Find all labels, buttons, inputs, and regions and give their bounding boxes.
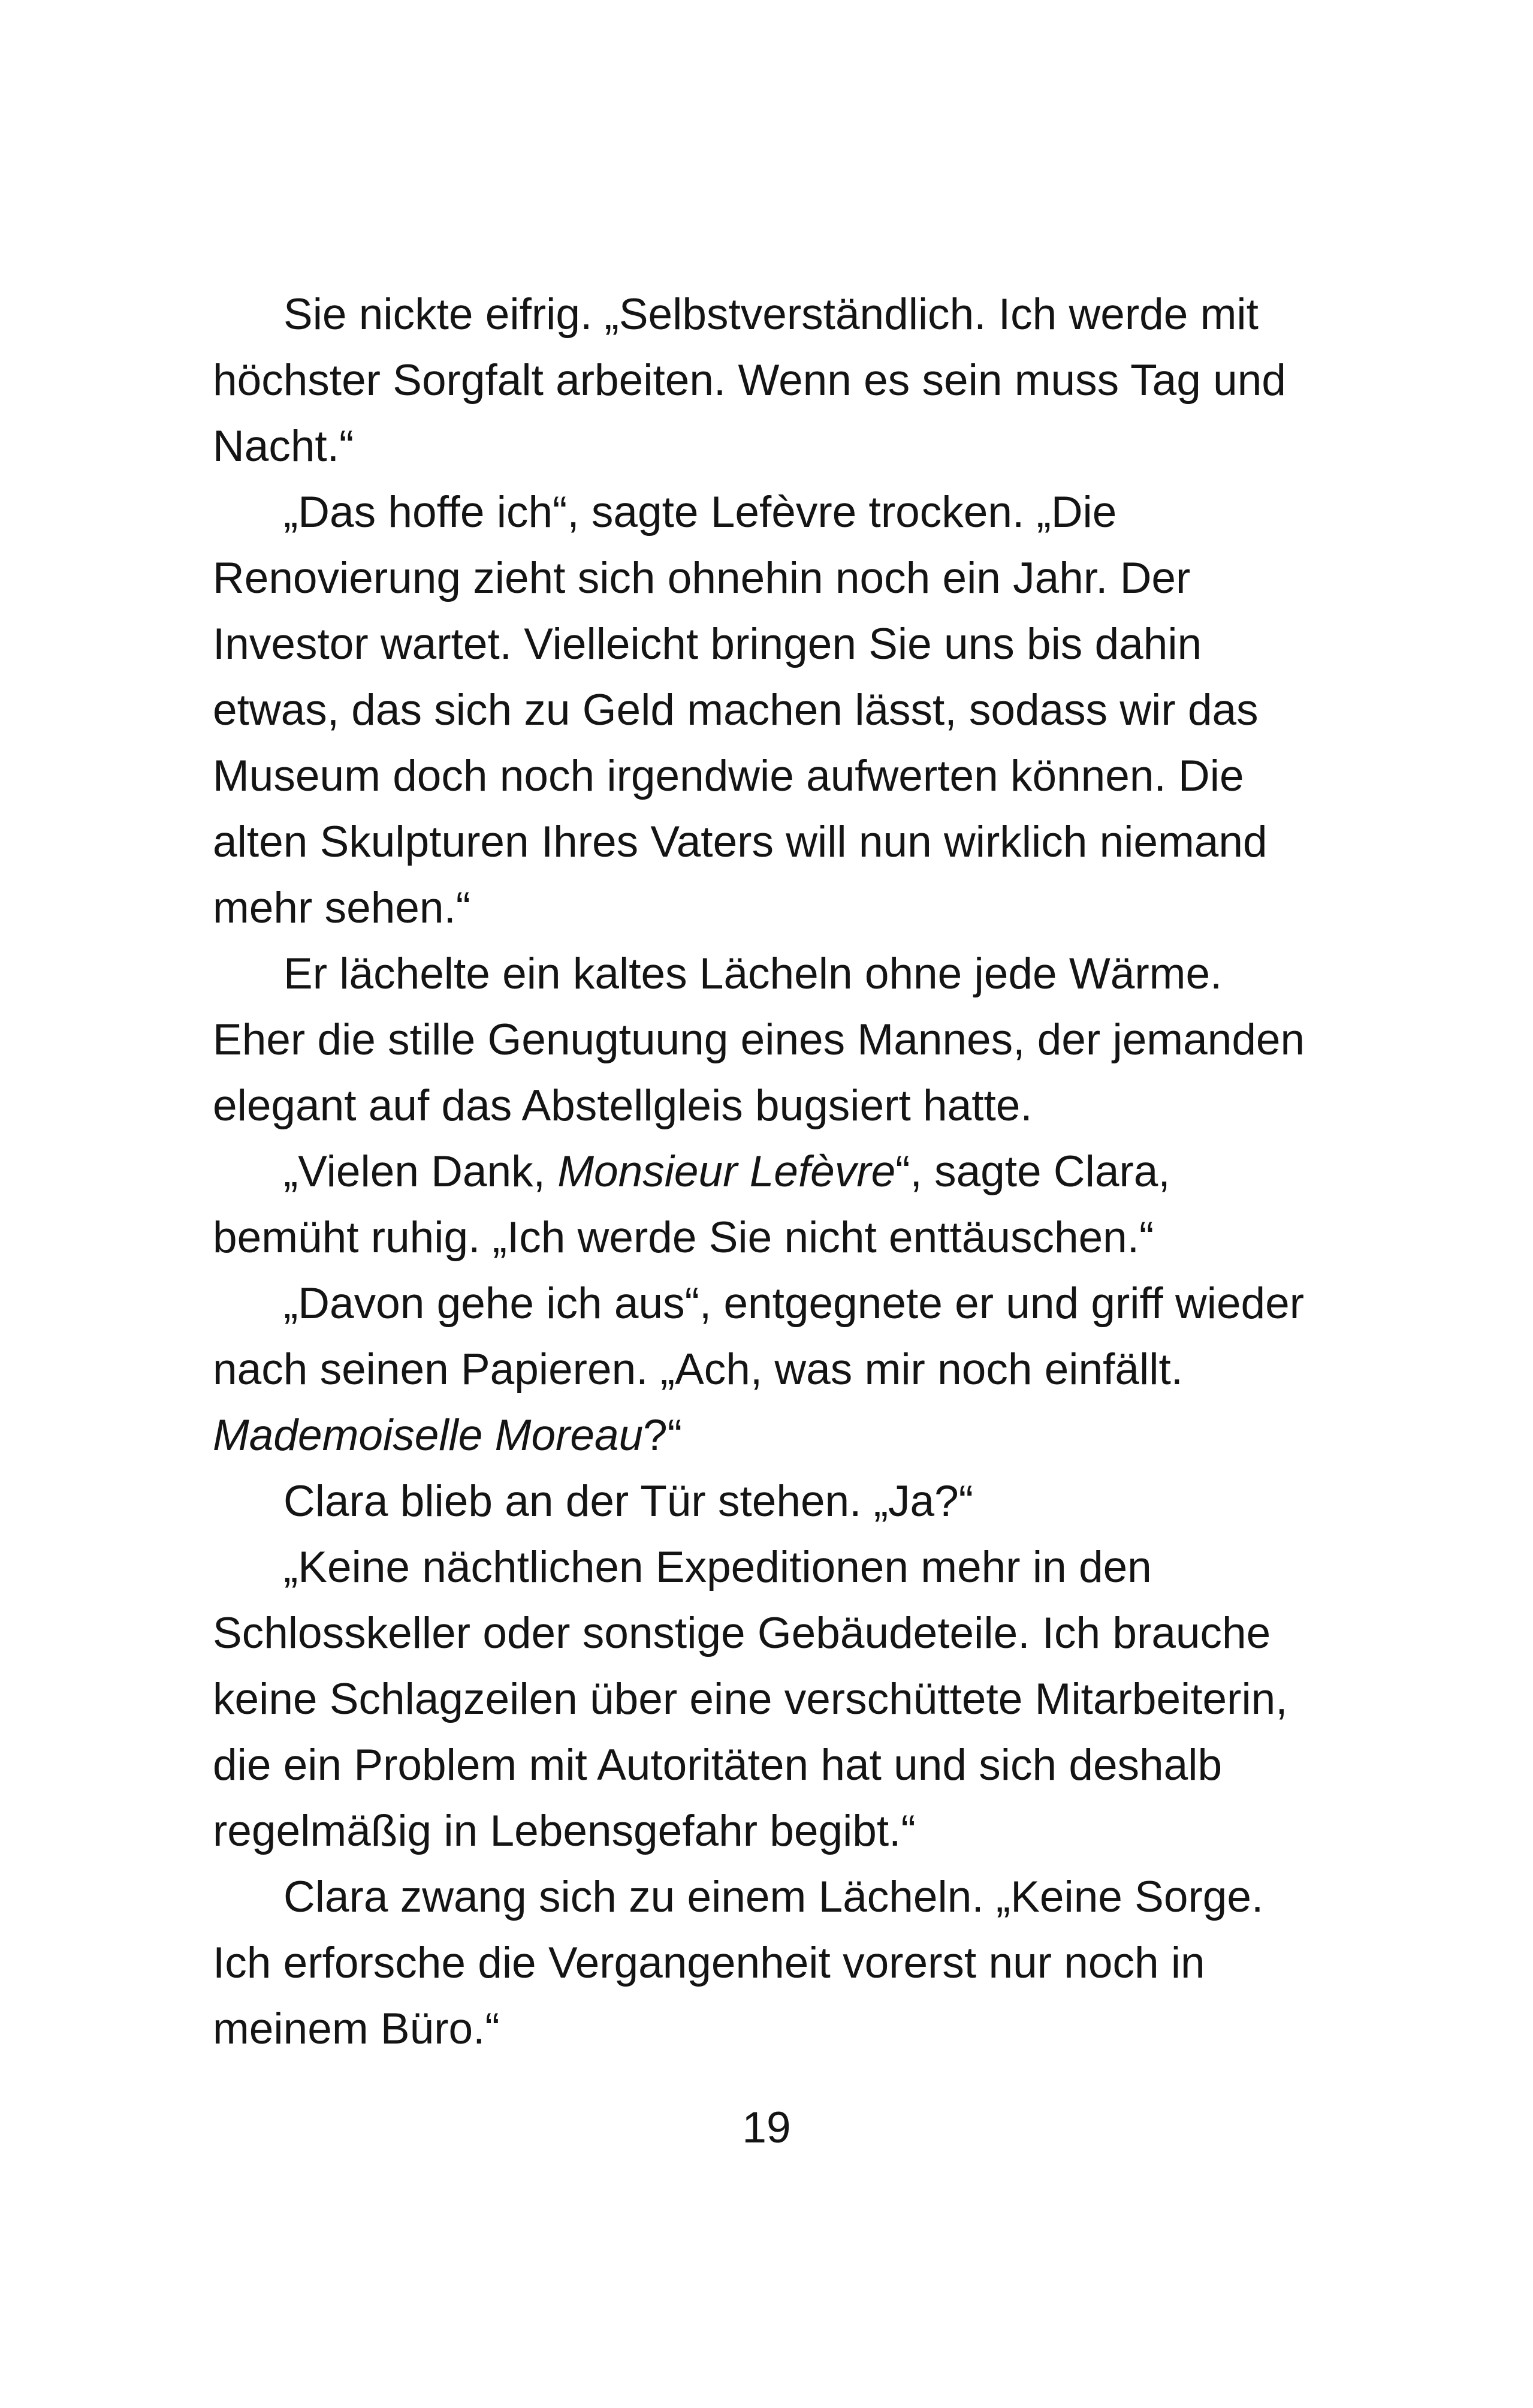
paragraph	[213, 1271, 1321, 1469]
paragraph-text: „Keine nächtlichen Expeditionen mehr in den Schlosskeller oder sonstige Gebäudeteile. Ich brauche keine Schlagzeilen über eine verschüttete Mitarbeiterin, die ein Problem mit Autoritäten hat und sich deshalb regelmäßig in Lebensgefahr begibt.“	[213, 1543, 1288, 1855]
paragraph	[213, 480, 1321, 941]
paragraph	[213, 1469, 1321, 1535]
paragraph	[213, 1139, 1321, 1271]
paragraph	[213, 1535, 1321, 1864]
paragraph-text: Clara blieb an der Tür stehen. „Ja?“	[283, 1477, 974, 1526]
paragraph-text: ?“	[643, 1411, 683, 1460]
paragraph-text: Clara zwang sich zu einem Lächeln. „Keine Sorge. Ich erforsche die Vergangenheit vorerst nur noch in meinem Büro.“	[213, 1873, 1264, 2053]
paragraph-text: „Vielen Dank,	[283, 1147, 558, 1196]
paragraph	[213, 941, 1321, 1139]
paragraph-text: „Davon gehe ich aus“, entgegnete er und griff wieder nach seinen Papieren. „Ach, was mir noch einfällt.	[213, 1279, 1305, 1394]
paragraph-text-italic: Mademoiselle Moreau	[213, 1411, 644, 1460]
paragraph	[213, 1864, 1321, 2062]
paragraph-text-italic: Monsieur Lefèvre	[557, 1147, 896, 1196]
page-number: 19	[742, 2103, 791, 2152]
paragraph-text: Sie nickte eifrig. „Selbstverständlich. Ich werde mit höchster Sorgfalt arbeiten. Wenn es sein muss Tag und Nacht.“	[213, 290, 1286, 471]
paragraph-text: Er lächelte ein kaltes Lächeln ohne jede Wärme. Eher die stille Genugtuung eines Mannes, der jemanden elegant auf das Abstellgleis bugsiert hatte.	[213, 950, 1305, 1130]
book-page-body	[213, 282, 1321, 2062]
paragraph-text: „Das hoffe ich“, sagte Lefèvre trocken. „Die Renovierung zieht sich ohnehin noch ein Jahr. Der Investor wartet. Vielleicht bringen Sie uns bis dahin etwas, das sich zu Geld machen lässt, sodass wir das Museum doch noch irgendwie aufwerten können. Die alten Skulpturen Ihres Vaters will nun wirklich niemand mehr sehen.“	[213, 488, 1268, 932]
paragraph	[213, 282, 1321, 480]
paragraph-text: “, sagte Clara, bemüht ruhig. „Ich werde Sie nicht enttäuschen.“	[213, 1147, 1170, 1262]
